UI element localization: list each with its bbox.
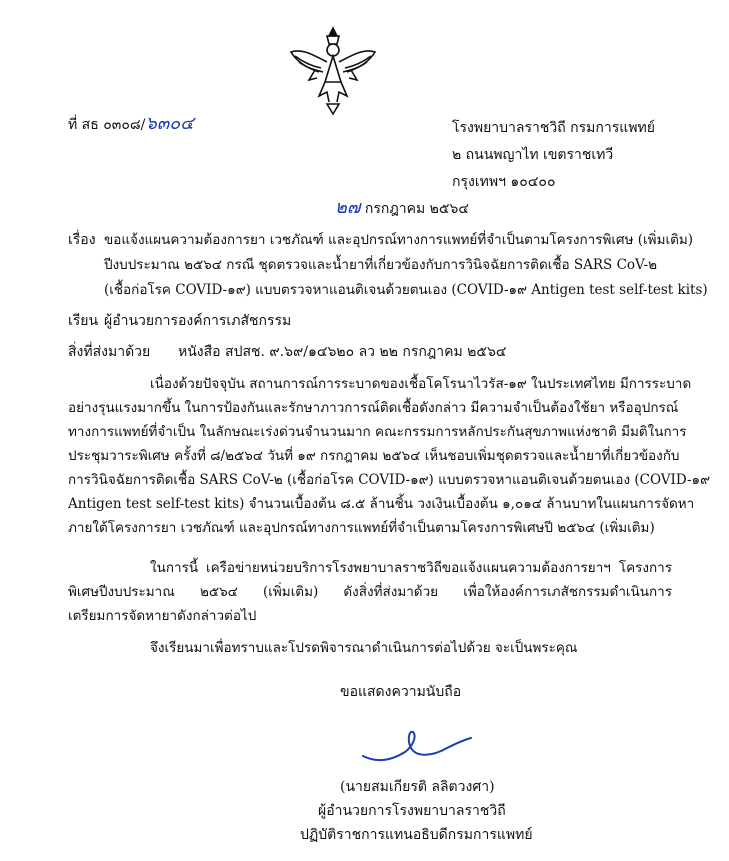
body2-line-2: พิเศษปีงบประมาณ ๒๕๖๔ (เพิ่มเติม) ดังสิ่งที่ส่งมาด้วย เพื่อให้องค์การเภสัชกรรมดำเนินการ bbox=[68, 584, 672, 600]
subject-line-2: ปีงบประมาณ ๒๕๖๔ กรณี ชุดตรวจและน้ำยาที่เกี่ยวข้องกับการวินิจฉัยการติดเชื้อ SARS CoV-๒ bbox=[104, 257, 658, 273]
subject-line-3: (เชื้อก่อโรค COVID-๑๙) แบบตรวจหาแอนติเจนด้วยตนเอง (COVID-๑๙ Antigen test self-test kits) bbox=[104, 282, 708, 298]
body2-line-3: เตรียมการจัดหายาดังกล่าวต่อไป bbox=[68, 608, 257, 624]
closing-request: จึงเรียนมาเพื่อทราบและโปรดพิจารณาดำเนินการต่อไปด้วย จะเป็นพระคุณ bbox=[150, 640, 578, 656]
date-day-handwritten: ๒๗ bbox=[335, 197, 361, 218]
sender-line-1: โรงพยาบาลราชวิถี กรมการแพทย์ bbox=[452, 120, 655, 136]
sender-line-2: ๒ ถนนพญาไท เขตราชเทวี bbox=[452, 147, 614, 163]
garuda-emblem bbox=[285, 22, 381, 118]
body1-line-6: Antigen test self-test kits) จำนวนเบื้องต้น ๘.๕ ล้านชิ้น วงเงินเบื้องต้น ๑,๐๑๔ ล้านบาทในแผนการจัดหา bbox=[68, 496, 695, 512]
signatory-name: (นายสมเกียรติ ลลิตวงศา) bbox=[340, 779, 495, 795]
enclosure-text: หนังสือ สปสช. ๙.๖๙/๑๔๖๒๐ ลว ๒๒ กรกฎาคม ๒๕๖๔ bbox=[178, 344, 507, 360]
reference-prefix: ที่ สธ ๐๓๐๘/ bbox=[68, 117, 146, 133]
to-label: เรียน bbox=[68, 313, 99, 329]
sender-line-3: กรุงเทพฯ ๑๐๔๐๐ bbox=[452, 174, 556, 190]
body2-line-1: ในการนี้ เครือข่ายหน่วยบริการโรงพยาบาลราชวิถีขอแจ้งแผนความต้องการยาฯ โครงการ bbox=[150, 560, 672, 576]
to-recipient: ผู้อำนวยการองค์การเภสัชกรรม bbox=[104, 313, 292, 329]
salutation: ขอแสดงความนับถือ bbox=[340, 684, 462, 700]
date-month-year: กรกฎาคม ๒๕๖๔ bbox=[364, 201, 469, 217]
body1-line-7: ภายใต้โครงการยา เวชภัณฑ์ และอุปกรณ์ทางการแพทย์ที่จำเป็นตามโครงการพิเศษปี ๒๕๖๔ (เพิ่มเติม) bbox=[68, 520, 655, 536]
signatory-title-2: ปฏิบัติราชการแทนอธิบดีกรมการแพทย์ bbox=[300, 827, 533, 843]
reference-number bbox=[68, 114, 194, 135]
subject-label: เรื่อง bbox=[68, 232, 96, 248]
body1-line-1: เนื่องด้วยปัจจุบัน สถานการณ์การระบาดของเชื้อโคโรนาไวรัส-๑๙ ในประเทศไทย มีการระบาด bbox=[150, 376, 692, 392]
body1-line-5: การวินิจฉัยการติดเชื้อ SARS CoV-๒ (เชื้อก่อโรค COVID-๑๙) แบบตรวจหาแอนติเจนด้วยตนเอง (COVID-๑๙ bbox=[68, 472, 710, 488]
subject-line-1: ขอแจ้งแผนความต้องการยา เวชภัณฑ์ และอุปกรณ์ทางการแพทย์ที่จำเป็นตามโครงการพิเศษ (เพิ่มเติม) bbox=[104, 232, 694, 248]
reference-handwritten: ๖๓๐๔ bbox=[145, 113, 194, 134]
body1-line-4: ประชุมวาระพิเศษ ครั้งที่ ๘/๒๕๖๔ วันที่ ๑๙ กรกฎาคม ๒๕๖๔ เห็นชอบเพิ่มชุดตรวจและน้ำยาที่เกี่ยวข้องกับ bbox=[68, 448, 680, 464]
body1-line-3: ทางการแพทย์ที่จำเป็น ในลักษณะเร่งด่วนจำนวนมาก คณะกรรมการหลักประกันสุขภาพแห่งชาติ มีมติในการ bbox=[68, 424, 687, 440]
document-date bbox=[335, 198, 469, 219]
body1-line-2: อย่างรุนแรงมากขึ้น ในการป้องกันและรักษาภาวการณ์ติดเชื้อดังกล่าว มีความจำเป็นต้องใช้ยา หรืออุปกรณ์ bbox=[68, 400, 679, 416]
enclosure-label: สิ่งที่ส่งมาด้วย bbox=[68, 344, 151, 360]
signatory-title-1: ผู้อำนวยการโรงพยาบาลราชวิถี bbox=[318, 803, 506, 819]
handwritten-signature bbox=[355, 722, 475, 766]
